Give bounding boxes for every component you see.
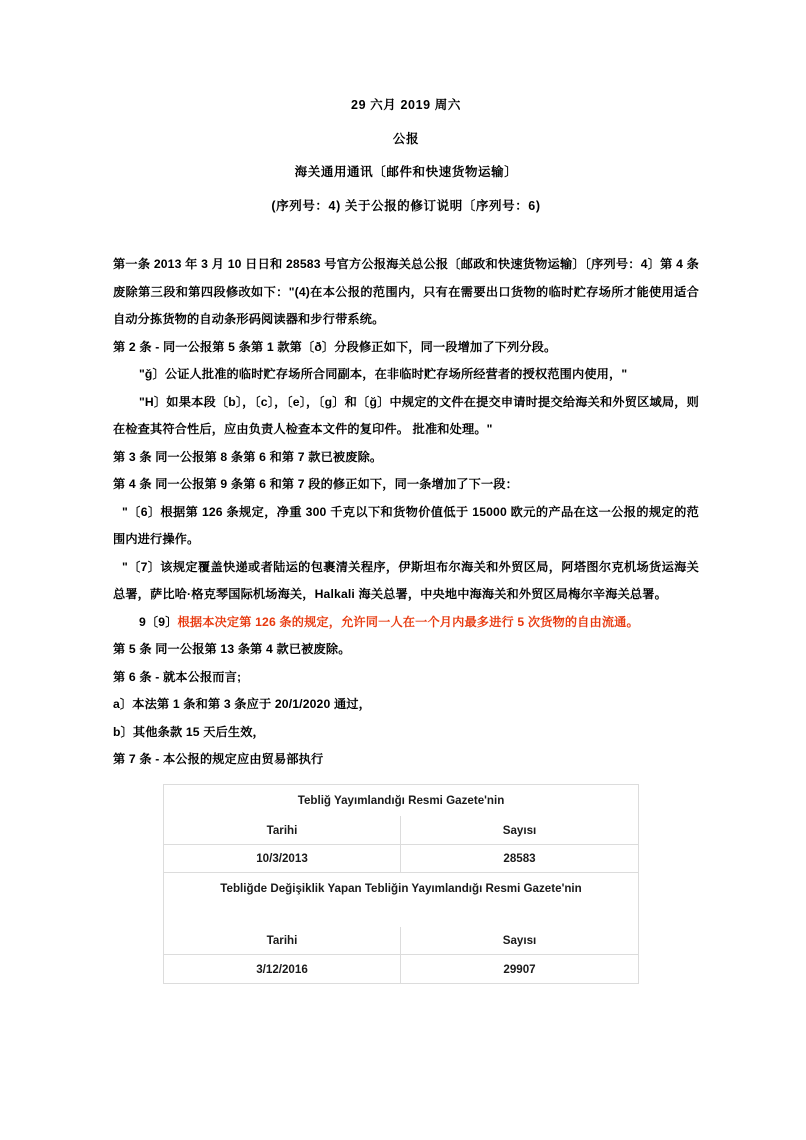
gazette-table — [163, 784, 639, 984]
article-3-paragraph: 第 3 条 同一公报第 8 条第 6 和第 7 款已被废除。 — [113, 449, 383, 464]
article-4-clause-6: "〔6〕根据第 126 条规定，净重 300 千克以下和货物价值低于 15000 欧元的产品在这一公报的规定的范围内进行操作。 — [113, 504, 699, 546]
article-6-item-a: a〕本法第 1 条和第 3 条应于 20/1/2020 通过， — [113, 697, 371, 711]
table-row — [164, 873, 639, 904]
table-row — [164, 845, 639, 873]
article-4-clause-9 — [113, 609, 699, 637]
document-header — [113, 0, 699, 212]
table-row — [164, 785, 639, 816]
table-cell-number-2: 29907 — [401, 955, 639, 984]
table-caption-2: Tebliğde Değişiklik Yapan Tebliğin Yayımlandığı Resmi Gazete'nin — [164, 873, 639, 904]
document-content — [113, 0, 699, 774]
header-subtitle: 海关通用通讯〔邮件和快速货物运输〕 — [294, 165, 518, 179]
table-row — [164, 955, 639, 984]
table-row — [164, 927, 639, 955]
page-title: 公报 — [392, 131, 420, 146]
article-5-paragraph: 第 5 条 同一公报第 13 条第 4 款已被废除。 — [113, 642, 351, 656]
table-spacer — [164, 904, 639, 927]
document-body — [113, 251, 699, 774]
article-2-clause-g: "ǧ〕公证人批准的临时贮存场所合同副本，在非临时贮存场所经营者的授权范围内使用，" — [139, 367, 628, 381]
table-header-number-2: Sayısı — [401, 927, 639, 955]
table-cell-number-1: 28583 — [401, 845, 639, 873]
article-2-clause-h: "H〕如果本段〔b〕，〔c〕，〔e〕，〔g〕和〔ğ〕中规定的文件在提交申请时提交给海关和外贸区域局，则在检查其符合性后，应由负责人检查本文件的复印件。 批准和处理。" — [113, 394, 699, 436]
article-4-clause-7: "〔7〕该规定覆盖快递或者陆运的包裹清关程序，伊斯坦布尔海关和外贸区局，阿塔图尔克机场货运海关总署，萨比哈·格克琴国际机场海关，Halkali 海关总署，中央地中海海关和外贸区局梅尔辛海关总署。 — [113, 559, 699, 601]
table-cell-date-2: 3/12/2016 — [164, 955, 401, 984]
table-caption-1: Tebliğ Yayımlandığı Resmi Gazete'nin — [164, 785, 639, 816]
article-2-paragraph: 第 2 条 - 同一公报第 5 条第 1 款第〔ð〕分段修正如下，同一段增加了下列分段。 — [113, 339, 557, 354]
article-1-paragraph: 第一条 2013 年 3 月 10 日日和 28583 号官方公报海关总公报〔邮政和快速货物运输〕〔序列号：4〕第 4 条废除第三段和第四段修改如下："(4)在本公报的范围内，只有在需要出口货物的临时贮存场所才能使用适合自动分拣货物的自动条形码阅读器和步行带系统。 — [113, 257, 699, 326]
article-4-clause-9-number: 9〔9〕 — [139, 614, 178, 629]
table-row — [164, 904, 639, 927]
table-header-date-2: Tarihi — [164, 927, 401, 955]
article-7-paragraph: 第 7 条 - 本公报的规定应由贸易部执行 — [113, 752, 324, 766]
table-header-number-1: Sayısı — [401, 816, 639, 845]
table-cell-date-1: 10/3/2013 — [164, 845, 401, 873]
article-4-clause-9-highlight: 根据本决定第 126 条的规定，允许同一人在一个月内最多进行 5 次货物的自由流通。 — [177, 614, 639, 629]
article-6-item-b: b〕其他条款 15 天后生效， — [113, 724, 265, 739]
article-6-paragraph: 第 6 条 - 就本公报而言; — [113, 669, 242, 684]
table-row — [164, 816, 639, 845]
table-header-date-1: Tarihi — [164, 816, 401, 845]
article-4-paragraph: 第 4 条 同一公报第 9 条第 6 和第 7 段的修正如下，同一条增加了下一段： — [113, 477, 518, 491]
header-date-line: 29 六月 2019 周六 — [351, 98, 461, 112]
gazette-table-wrapper — [163, 784, 638, 984]
header-serial-note: (序列号：4) 关于公报的修订说明〔序列号：6) — [271, 198, 541, 213]
